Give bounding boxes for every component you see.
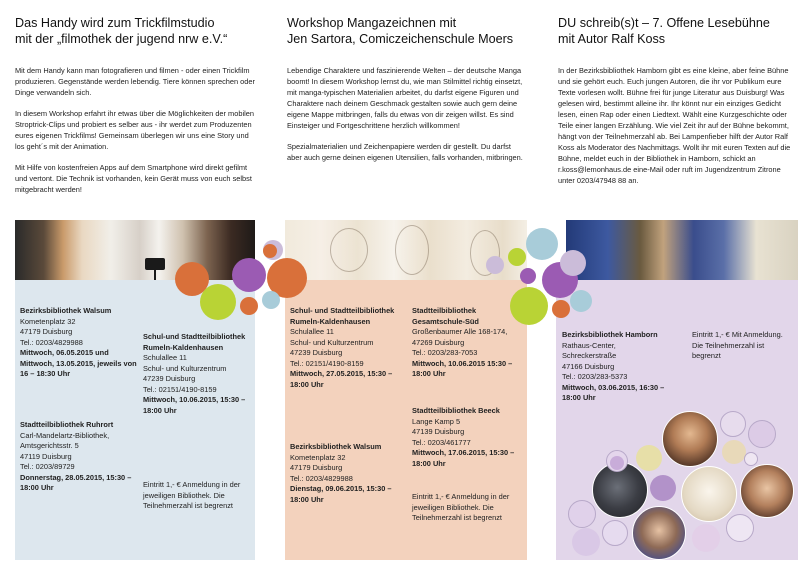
venue-rumeln — [143, 332, 251, 416]
event-date: Mittwoch, 10.06.2015 15:30 – 18:00 Uhr — [412, 358, 513, 378]
workshop-manga-intro: Lebendige Charaktere und faszinierende Welten – der deutsche Manga boomt! In diesem Workshop lernst du, wie man Stilmittel richtig einsetzt, mit manga-typischen Materialien arbeitet, du darfst eigene Figuren und Charaktere nach deinem Geschmack gestalten sowie auch gern deine eigene Mappe mitbringen, falls du etwas von dir zeigen willst. Es sind Einsteiger und Fortgeschrittene herzlich willkommen! — [287, 66, 523, 130]
title-line-1: DU schreib(s)t – 7. Offene Lesebühne — [558, 16, 770, 30]
workshop-handy-photo — [15, 220, 255, 280]
venue-name: Schul-und Stadtteilbibliothek Rumeln-Kaldenhausen — [143, 332, 246, 352]
event-date: Mittwoch, 10.06.2015, 15:30 – 18:00 Uhr — [143, 395, 246, 415]
decor-circle — [720, 411, 746, 437]
author-portrait — [662, 411, 718, 467]
event-date: Mittwoch, 27.05.2015, 15:30 – 18:00 Uhr — [290, 369, 393, 389]
venue-name: Stadtteilbibliothek Gesamtschule-Süd — [412, 306, 479, 326]
venue-city: 47269 Duisburg — [412, 337, 465, 347]
venue-city: 47239 Duisburg — [290, 348, 343, 357]
title-line-2: mit Autor Ralf Koss — [558, 31, 666, 46]
event-date: Mittwoch, 06.05.2015 und Mittwoch, 13.05.2015, jeweils von 16 – 18:30 Uhr — [20, 348, 137, 378]
decor-circle — [636, 445, 662, 471]
decor-circle — [744, 452, 758, 466]
decor-circle — [748, 420, 776, 448]
venue-address: Schreckerstraße — [562, 351, 617, 360]
decor-circle — [486, 256, 504, 274]
workshop-handy-title — [15, 16, 255, 47]
venue-city: 47139 Duisburg — [412, 427, 465, 436]
participant-portrait — [740, 464, 794, 518]
title-line-1: Das Handy wird zum Trickfilmstudio — [15, 16, 215, 30]
decor-circle — [263, 244, 277, 258]
venue-address: Kometenplatz 32 — [290, 452, 346, 462]
tripod-icon — [154, 270, 156, 280]
venue-phone: Tel.: 0203/4829988 — [290, 473, 353, 483]
decor-circle — [200, 284, 236, 320]
venue-phone: Tel.: 0203/89729 — [20, 462, 75, 471]
title-line-2: Jen Sartora, Comiczeichenschule Moers — [287, 31, 514, 46]
venue-walsum — [290, 442, 406, 505]
venue-city: 47239 Duisburg — [143, 374, 196, 383]
decor-circle — [610, 456, 624, 470]
decor-circle — [568, 500, 596, 528]
venue-address: Schulallee 11 — [290, 327, 334, 336]
venue-hamborn — [562, 330, 682, 404]
venue-gesamtschule-sued — [412, 306, 524, 380]
venue-name: Bezirksbibliothek Walsum — [290, 442, 382, 451]
decor-circle — [726, 514, 754, 542]
decor-circle — [508, 248, 526, 266]
decor-circle — [650, 475, 676, 501]
decor-circle — [572, 528, 600, 556]
admission-note: Eintritt 1,- € Anmeldung in der jeweiligen Bibliothek. Die Teilnehmerzahl ist begrenzt — [412, 492, 510, 522]
workshop-handy-intro: Mit dem Handy kann man fotografieren und filmen - oder einen Trickfilm produzieren. Gegenstände werden lebendig. Tiere können sprechen oder Dinge verwandeln sich. — [15, 66, 255, 97]
event-date: Dienstag, 09.06.2015, 15:30 – 18:00 Uhr — [290, 484, 392, 504]
decor-circle — [232, 258, 266, 292]
venue-city: 47166 Duisburg — [562, 361, 615, 371]
lesebuehne-column — [558, 0, 798, 186]
venue-address: Schul- und Kulturzentrum — [143, 363, 227, 373]
venue-address: Amtsgerichtsstr. 5 — [20, 441, 79, 450]
title-line-2: mit der „filmothek der jugend nrw e.V.“ — [15, 31, 228, 46]
workshop-handy-details: In diesem Workshop erfahrt ihr etwas über die Möglichkeiten der mobilen Stroptrick-Clips und probiert es selber aus - ihr werdet zum Produzenten eures eigenen Trickfilms! Gemeinsam überlegen wir uns eine Story und los geht´s mit der Animation. — [15, 109, 254, 151]
venue-phone: Tel.: 0203/461777 — [412, 437, 471, 447]
decor-circle — [520, 268, 536, 284]
venue-phone: Tel.: 0203/4829988 — [20, 337, 83, 347]
venue-name: Schul- und Stadtteilbibliothek Rumeln-Kaldenhausen — [290, 306, 395, 326]
event-date: Mittwoch, 17.06.2015, 15:30 – 18:00 Uhr — [412, 448, 515, 468]
venue-address: Großenbaumer Alle 168-174, — [412, 327, 508, 336]
venue-name: Bezirksbibliothek Hamborn — [562, 330, 658, 339]
venue-rumeln — [290, 306, 406, 390]
decor-circle — [552, 300, 570, 318]
venue-walsum — [20, 306, 140, 380]
lesebuehne-title — [558, 16, 798, 47]
workshop-manga-column — [287, 0, 527, 163]
venue-name: Stadtteilbibliothek Beeck — [412, 406, 500, 415]
venue-phone: Tel.: 0203/283-7053 — [412, 348, 478, 357]
smartphone-camera-icon — [145, 258, 165, 270]
decor-circle — [570, 290, 592, 312]
venue-city: 47119 Duisburg — [20, 451, 72, 461]
decor-circle — [602, 520, 628, 546]
manga-sketch-icon — [395, 225, 429, 275]
venue-city: 47179 Duisburg — [20, 327, 73, 336]
venue-phone: Tel.: 02151/4190-8159 — [143, 384, 217, 394]
workshop-handy-column — [15, 0, 255, 195]
decor-circle — [526, 228, 558, 260]
venue-name: Bezirksbibliothek Walsum — [20, 306, 112, 315]
venue-address: Schul- und Kulturzentrum — [290, 337, 374, 347]
reader-portrait — [632, 506, 686, 560]
event-date: Mittwoch, 03.06.2015, 16:30 – 18:00 Uhr — [562, 382, 665, 402]
venue-city: 47179 Duisburg — [290, 463, 343, 472]
decor-circle — [692, 524, 720, 552]
workshop-manga-materials: Spezialmaterialien und Zeichenpapiere werden dir gestellt. Du darfst aber auch gerne deinen eigenen Utensilien, falls vorhanden, mitbringen. — [287, 142, 523, 162]
manga-sketch-icon — [330, 228, 368, 272]
title-line-1: Workshop Mangazeichnen mit — [287, 16, 457, 30]
venue-address: Lange Kamp 5 — [412, 416, 461, 426]
decor-circle — [240, 297, 258, 315]
lesebuehne-photo — [566, 220, 798, 280]
venue-phone: Tel.: 0203/283-5373 — [562, 372, 628, 381]
venue-ruhrort — [20, 420, 140, 494]
venue-address: Rathaus-Center, — [562, 340, 616, 350]
admission-note: Eintritt 1,- € Mit Anmeldung. Die Teilnehmerzahl ist begrenzt — [692, 330, 783, 360]
venue-phone: Tel.: 02151/4190-8159 — [290, 358, 364, 368]
decor-circle — [560, 250, 586, 276]
venue-beeck — [412, 406, 524, 469]
venue-name: Stadtteilbibliothek Ruhrort — [20, 420, 114, 429]
venue-address: Schulallee 11 — [143, 353, 187, 362]
admission-note: Eintritt 1,- € Anmeldung in der jeweiligen Bibliothek. Die Teilnehmerzahl ist begrenzt — [143, 480, 241, 510]
workshop-handy-tech: Mit Hilfe von kostenfreien Apps auf dem Smartphone wird direkt gefilmt und vertont. Die Technik ist vorhanden, kein Gerät muss von euch selbst mitgebracht werden! — [15, 163, 252, 194]
lesebuehne-description: In der Bezirksbibliothek Hamborn gibt es eine kleine, aber feine Bühne und sie gehört euch. Euch jungen Autoren, die ihr vor Publikum eure Texte vorlesen wollt. Bühne frei für junge Literatur aus Duisburg! Was gelesen wird, bestimmt alleine ihr. Ihr könnt nur ein einziges Gedicht lesen, einen Rap oder einen Liedtext. Wählt eine Kurzgeschichte oder Teile einer langen Erzählung. Wie viel Zeit ihr auf der Bühne bekommt, hängt von der Teilnehmerzahl ab. Bei Lampenfieber hilft der Autor Ralf Koss als Moderator des Nachmittags. Wollt ihr mit euren Texten auf die Bühne, meldet euch in der Bibliothek in Hamborn, schickt an r.koss@lemonhaus.de eine-Mail oder ruft im Jugendzentrum Zitrone unter 0203/47948 88 an. — [558, 66, 791, 185]
venue-address: Kometenplatz 32 — [20, 316, 76, 326]
decor-circle — [722, 440, 746, 464]
workshop-manga-title — [287, 16, 527, 47]
venue-address: Carl-Mandelartz-Bibliothek, — [20, 430, 110, 440]
manga-sketch-photo — [681, 466, 737, 522]
decor-circle — [262, 291, 280, 309]
event-date: Donnerstag, 28.05.2015, 15:30 – 18:00 Uhr — [20, 472, 132, 492]
